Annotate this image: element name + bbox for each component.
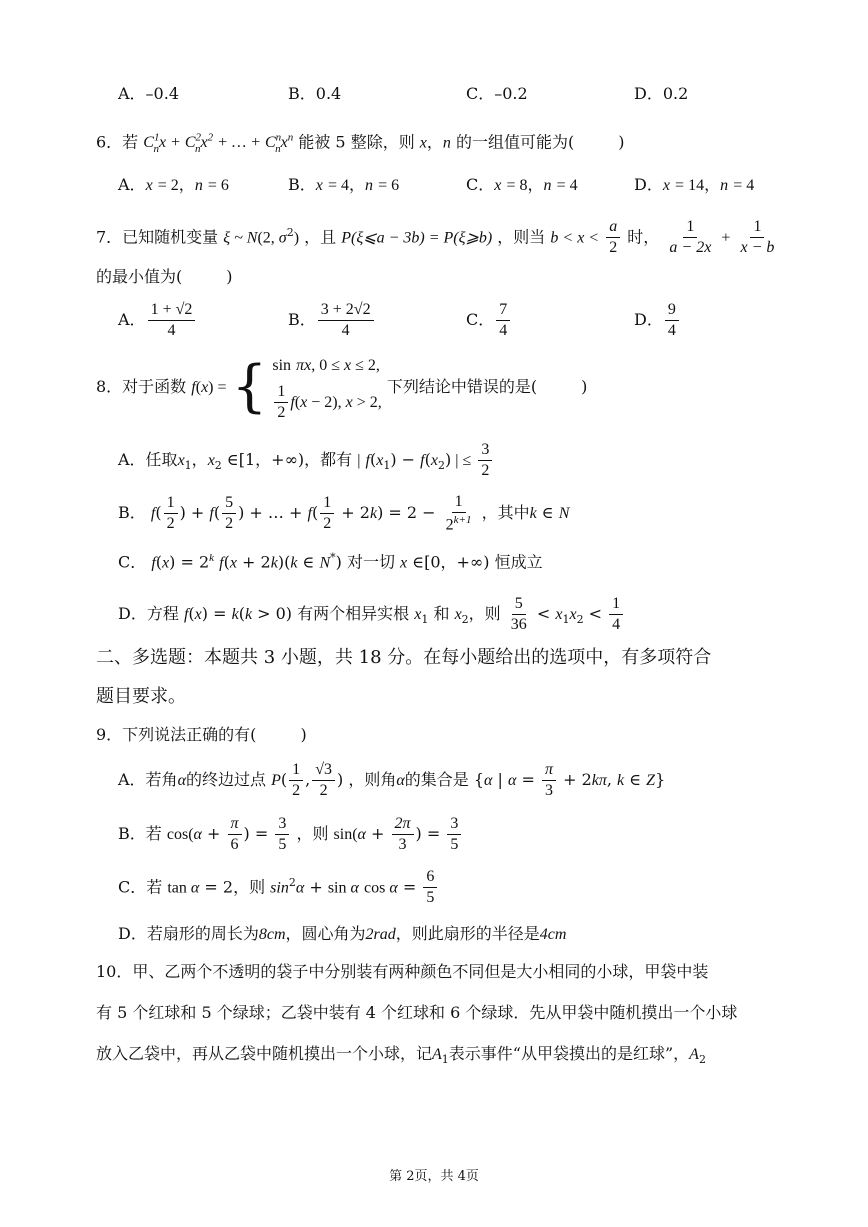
q8-option-c: C． $f(x) = 2^k$ f(x + 2k)(k ∈ N*) 对一切 x ∈[0，+∞) 恒成立: [118, 551, 543, 572]
q8-piecewise: sin πx, 0 ≤ x ≤ 2, $\frac{1}{2}$ f(x − 2), x > 2,: [272, 356, 382, 421]
q9-option-b: B．若 cos(α + $\frac{\pi}{6}$ ) = $\frac{3}{5}$ ，则 sin(α + $\frac{2\pi}{3}$ ) = $\frac{3}{5}$: [118, 816, 463, 853]
q9-option-c: C．若 tan α = 2，则 $\sin^2\alpha + \sin \alpha$ cos α = $\frac{6}{5}$: [118, 866, 439, 906]
q8-option-d: D．方程 f(x) = k(k > 0) 有两个相异实根 $x_1$ 和 $x_2$，则 $\frac{5}{36}$ < $x_1x_2$ < $\frac{1}{4}$: [118, 596, 625, 635]
q6-expression: $C^1_nx + C^2_nx^2$ + … + $C^n_nx^n$: [143, 132, 294, 155]
q6-var-n: n: [442, 134, 451, 152]
question-6: 6．若 $C^1_nx + C^2_nx^2$ + … + $C^n_nx^n$ 能被 5 整除，则 x，n 的一组值可能为( ): [96, 132, 625, 155]
q8-number: 8．对于函数: [96, 377, 187, 396]
q7-line-2: 的最小值为( ): [96, 267, 233, 286]
q6-option-b: B．x = 4，n = 6: [288, 175, 400, 194]
section-2-heading: 二、多选题：本题共 3 小题，共 18 分。在每小题给出的选项中，有多项符合: [96, 647, 712, 668]
q7-prob-equation: P(ξ⩽a − 3b) = P(ξ⩾b): [341, 229, 493, 247]
q7-text-1: ，且: [304, 227, 337, 247]
q7-frac-1: $\frac{1}{a - 2x}$: [669, 218, 712, 257]
q7-number: 7．已知随机变量: [96, 227, 219, 247]
q9-option-a: A．若角α的终边过点 P( $\frac{1}{2}$ , $\frac{√3}{2}$ ) ，则角α的集合是 {α | α = $\frac{\pi}{3}$ + 2kπ, k ∈ Z}: [118, 761, 666, 799]
question-9: 9．下列说法正确的有( ): [96, 725, 307, 744]
q5-option-d: D．0.2: [634, 84, 689, 103]
section-2-heading-cont: 题目要求。: [96, 686, 186, 707]
q7-option-d: D． $\frac{9}{4}$: [634, 302, 681, 339]
question-10-line-1: 10．甲、乙两个不透明的袋子中分别装有两种颜色不同但是大小相同的小球，甲袋中装: [96, 962, 709, 981]
q6-close: ): [618, 132, 625, 152]
q5-option-b: B．0.4: [288, 84, 342, 103]
q6-option-c: C．x = 8，n = 4: [466, 175, 578, 194]
q9-option-d: D．若扇形的周长为8cm，圆心角为2rad，则此扇形的半径是4cm: [118, 924, 567, 943]
q6-after: 能被 5 整除，则: [298, 132, 415, 152]
q6-option-a: A．x = 2，n = 6: [118, 175, 229, 194]
q7-text-3: 时，: [627, 227, 660, 247]
q8-option-b: B． f( $\frac{1}{2}$ ) + f( $\frac{5}{2}$ ) + … + f( $\frac{1}{2}$ + 2k) = 2 − $\frac{1}{2^{k+1}}$ ，其中k ∈ N: [118, 493, 570, 534]
q7-frac-2: $\frac{1}{x - b}$: [740, 218, 775, 257]
q8-option-a: A．任取$x_1$，$x_2$ ∈[1，+∞)，都有 | $f(x_1) - f(x_2)$ | ≤ $\frac{3}{2}$: [118, 442, 494, 481]
page-footer: 第 2页，共 4页: [389, 1169, 479, 1184]
q7-option-c: C． $\frac{7}{4}$: [466, 302, 512, 339]
q6-mid: 的一组值可能为(: [456, 132, 575, 152]
q8-tail: 下列结论中错误的是(: [386, 377, 538, 396]
q7-option-a: A． $\frac{1 + √2}{4}$: [118, 302, 197, 339]
q5-option-a: A．–0.4: [118, 84, 180, 103]
q6-option-d: D．x = 14，n = 4: [634, 175, 755, 194]
q6-var-x: x: [419, 134, 427, 152]
q7-distribution: ξ ~ N: [223, 229, 258, 247]
question-7: 7．已知随机变量 ξ ~ N(2, $\sigma^2$) ，且 P(ξ⩽a − 3b) = P(ξ⩾b) ，则当 b < x < $\frac{a}{2}$ 时， $\frac{1}{a - 2x}$ + $\frac{1}{x - b}$: [96, 212, 779, 259]
q7-line2-text: 的最小值为(: [96, 267, 183, 286]
question-10-line-3: 放入乙袋中，再从乙袋中随机摸出一个小球，记$A_1$表示事件“从甲袋摸出的是红球”，$A_2$: [96, 1044, 706, 1067]
q7-option-b: B． $\frac{3 + 2√2}{4}$: [288, 302, 376, 339]
q5-option-c: C．–0.2: [466, 84, 528, 103]
q6-number: 6．若: [96, 132, 139, 152]
q7-frac-a-half: $\frac{a}{2}$: [606, 219, 620, 256]
question-8: 8．对于函数 f(x) = { sin πx, 0 ≤ x ≤ 2, $\frac{1}{2}$ f(x − 2), x > 2, 下列结论中错误的是( ): [96, 354, 588, 421]
question-10-line-2: 有 5 个红球和 5 个绿球；乙袋中装有 4 个红球和 6 个绿球．先从甲袋中随机摸出一个小球: [96, 1003, 738, 1022]
q7-text-2: ，则当: [497, 227, 546, 247]
